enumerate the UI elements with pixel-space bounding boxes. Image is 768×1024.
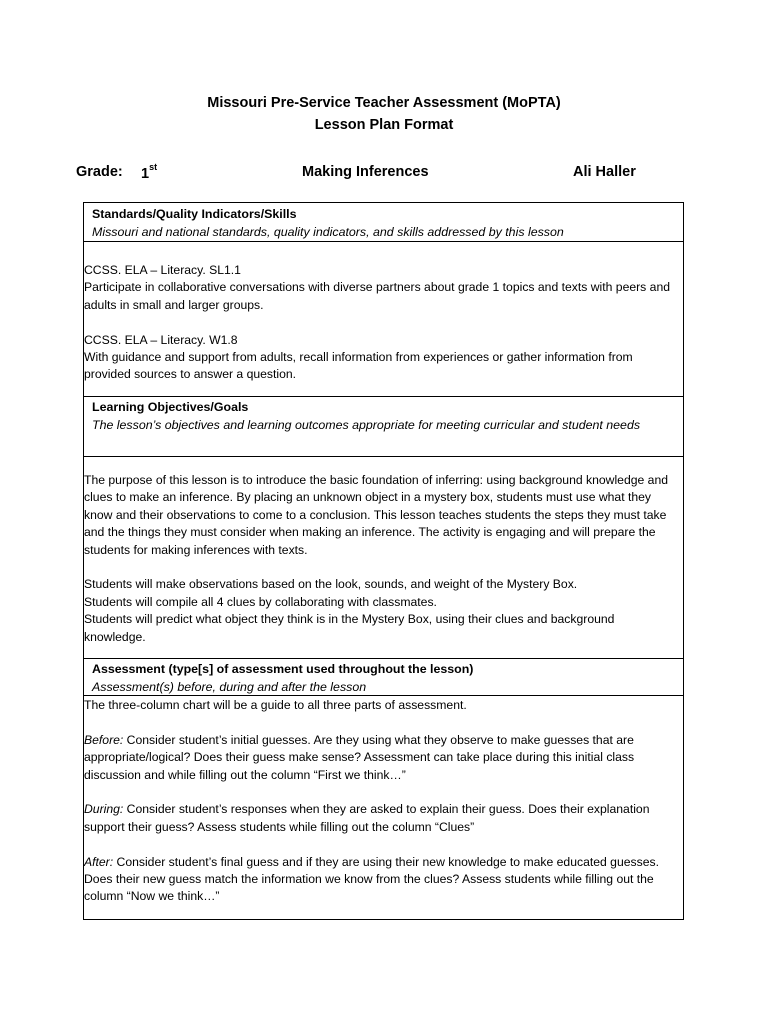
objectives-heading-cell (84, 396, 683, 455)
assessment-body (84, 695, 683, 920)
standard-2-text: With guidance and support from adults, recall information from experiences or gather information from provided sources to answer a question. (84, 350, 633, 382)
assessment-before (84, 732, 679, 784)
objective-2: Students will compile all 4 clues by collaborating with classmates. (84, 594, 437, 609)
assessment-after (84, 854, 679, 906)
standards-description: Missouri and national standards, quality indicators, and skills addressed by this lesson (92, 225, 564, 239)
after-label: After: (84, 854, 114, 869)
assessment-heading: Assessment (type[s] of assessment used throughout the lesson) (92, 662, 474, 676)
after-text: Consider student’s final guess and if they are using their new knowledge to make educated guesses. Does their new guess match the information we know from the clues? Assess students while filling out the column “Now we think…” (84, 854, 659, 904)
standards-heading: Standards/Quality Indicators/Skills (92, 207, 297, 221)
lesson-plan-table (83, 202, 684, 920)
grade-number: 1 (141, 165, 150, 182)
grade-label: Grade: (76, 164, 123, 180)
during-text: Consider student’s responses when they are asked to explain their guess. Does their explanation support their guess? Assess students while filling out the column “Clues” (84, 802, 650, 834)
standard-1-text: Participate in collaborative conversations with diverse partners about grade 1 topics and texts with peers and adults in small and larger groups. (84, 280, 670, 312)
objective-1: Students will make observations based on the look, sounds, and weight of the Mystery Box. (84, 577, 578, 592)
objective-3: Students will predict what object they think is in the Mystery Box, using their clues and background knowledge. (84, 612, 615, 644)
objectives-description: The lesson’s objectives and learning outcomes appropriate for meeting curricular and student needs (92, 418, 641, 432)
objectives-purpose: The purpose of this lesson is to introduce the basic foundation of inferring: using background knowledge and clues to make an inference. By placing an unknown object in a mystery box, students must use what they know and their observations to come to a conclusion. This lesson teaches students the steps they must take and the things they must consider when making an inference. The activity is engaging and will prepare the students for making inferences with texts. (84, 473, 669, 557)
standard-2-code: CCSS. ELA – Literacy. W1.8 (84, 332, 238, 347)
assessment-heading-cell (84, 658, 683, 696)
document-title: Missouri Pre-Service Teacher Assessment (MoPTA) (207, 95, 561, 111)
assessment-during (84, 801, 679, 836)
assessment-intro: The three-column chart will be a guide to all three parts of assessment. (84, 698, 467, 712)
grade-suffix: st (149, 162, 158, 172)
grade-value (141, 164, 157, 182)
before-text: Consider student’s initial guesses. Are they using what they observe to make guesses that are appropriate/logical? Does their guess make sense? Assessment can take place during this initial class discussion and while filling out the column “First we think…” (84, 732, 635, 782)
during-label: During: (84, 802, 124, 817)
objectives-heading: Learning Objectives/Goals (92, 400, 249, 414)
assessment-description: Assessment(s) before, during and after the lesson (92, 680, 367, 694)
lesson-title: Making Inferences (302, 164, 429, 180)
objectives-body (84, 456, 683, 660)
standard-1-code: CCSS. ELA – Literacy. SL1.1 (84, 263, 241, 277)
author-name: Ali Haller (573, 164, 636, 180)
standards-body (84, 241, 683, 397)
before-label: Before: (84, 732, 124, 747)
document-subtitle: Lesson Plan Format (314, 117, 454, 133)
